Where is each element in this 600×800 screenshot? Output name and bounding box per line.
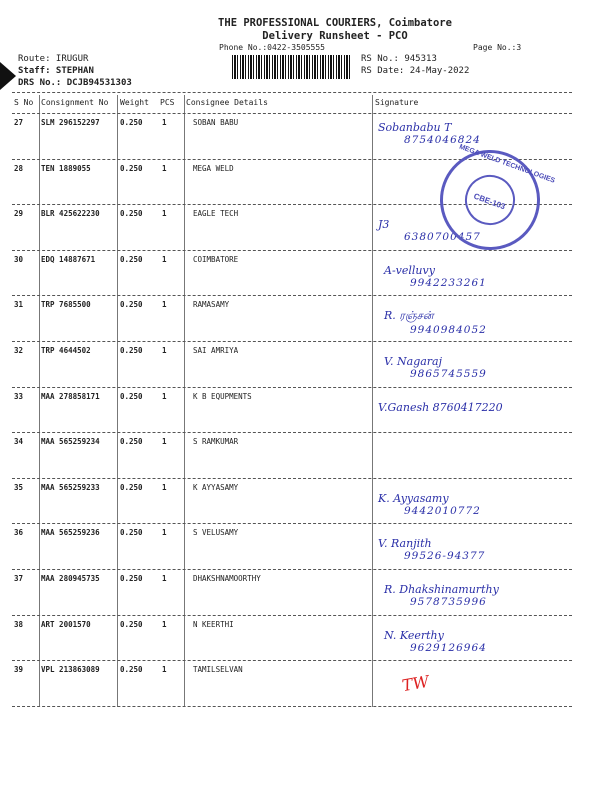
rs-number: RS No.: 945313 (361, 54, 437, 64)
rs-date: RS Date: 24-May-2022 (361, 66, 470, 76)
row-sno: 27 (14, 118, 24, 127)
scan-arrow-mark (0, 62, 16, 90)
row-pcs: 1 (162, 346, 167, 355)
row-weight: 0.250 (120, 665, 143, 675)
row-weight: 0.250 (120, 209, 143, 219)
row-pcs: 1 (162, 437, 167, 447)
row-consignee: SAI AMRIYA (193, 346, 239, 355)
row-consignment-no: TRP 4644502 (41, 346, 91, 355)
company-name: THE PROFESSIONAL COURIERS, Coimbatore (218, 17, 452, 29)
divider (12, 92, 572, 93)
row-signature (384, 629, 487, 654)
stamp-center-text: CBE-103 (458, 168, 522, 232)
row-consignment-no: MAA 565259236 (41, 528, 100, 538)
company-stamp (426, 136, 554, 264)
col-signature: Signature (375, 98, 419, 107)
row-consignment-no: TRP 7685500 (41, 300, 91, 310)
row-signature (384, 264, 487, 289)
row-sno: 33 (14, 391, 24, 401)
row-sno: 32 (14, 346, 24, 355)
row-pcs: 1 (162, 118, 167, 127)
row-consignment-no: MAA 565259234 (41, 437, 100, 447)
row-weight: 0.250 (120, 574, 143, 583)
row-divider (12, 113, 572, 114)
row-weight: 0.250 (120, 437, 143, 447)
row-signature (378, 537, 485, 562)
row-divider (12, 615, 572, 616)
row-weight: 0.250 (120, 300, 143, 310)
row-pcs: 1 (162, 574, 167, 583)
row-sno: 35 (14, 482, 24, 492)
row-pcs: 1 (162, 665, 167, 675)
row-consignment-no: MAA 280945735 (41, 574, 100, 583)
row-signature (384, 355, 487, 380)
row-pcs: 1 (162, 163, 167, 173)
row-divider (12, 523, 572, 524)
row-sno: 34 (14, 437, 24, 447)
row-pcs: 1 (162, 254, 167, 264)
row-weight: 0.250 (120, 619, 143, 629)
row-consignee: SOBAN BABU (193, 118, 239, 127)
signature-text: V. Ranjith (378, 537, 432, 551)
row-consignment-no: VPL 213863089 (41, 665, 100, 675)
signature-phone: 8754046824 (404, 134, 481, 146)
row-divider (12, 295, 572, 296)
phone-number: Phone No.:0422-3505555 (219, 43, 325, 52)
signature-text: V.Ganesh 8760417220 (378, 400, 503, 414)
row-consignment-no: MAA 565259233 (41, 482, 100, 492)
staff: Staff: STEPHAN (18, 66, 94, 76)
row-consignee: K B EQUPMENTS (193, 391, 252, 401)
signature-phone: 6380700457 (404, 231, 481, 244)
row-signature (378, 401, 503, 414)
signature-text: N. Keerthy (384, 628, 444, 642)
row-sno: 30 (14, 254, 24, 264)
row-sno: 31 (14, 300, 24, 310)
row-consignee: COIMBATORE (193, 254, 239, 264)
row-sno: 39 (14, 665, 24, 675)
row-pcs: 1 (162, 482, 167, 492)
stamp-ring-text: MEGA WELD TECHNOLOGIES (458, 143, 556, 185)
row-pcs: 1 (162, 528, 167, 538)
col-pcs: PCS (160, 98, 175, 107)
signature-text: J3 (378, 218, 390, 232)
row-weight: 0.250 (120, 482, 143, 492)
row-consignment-no: EDQ 14887671 (41, 254, 96, 264)
row-sno: 28 (14, 163, 24, 173)
col-weight: Weight (120, 98, 149, 107)
row-sno: 29 (14, 209, 24, 219)
barcode (232, 55, 350, 79)
row-consignee: EAGLE TECH (193, 209, 239, 219)
row-consignment-no: TEN 1889055 (41, 163, 91, 173)
row-divider (12, 478, 572, 479)
row-divider (12, 432, 572, 433)
row-consignee: MEGA WELD (193, 163, 234, 173)
signature-text: R. Dhakshinamurthy (384, 583, 499, 596)
signature-phone: 9578735996 (410, 596, 487, 608)
document-title: Delivery Runsheet - PCO (262, 30, 408, 42)
row-pcs: 1 (162, 209, 167, 219)
row-divider (12, 569, 572, 570)
row-pcs: 1 (162, 391, 167, 401)
signature-phone: 9865745559 (410, 368, 487, 380)
row-signature (401, 672, 431, 695)
row-pcs: 1 (162, 619, 167, 629)
row-consignment-no: ART 2001570 (41, 619, 91, 629)
route: Route: IRUGUR (18, 54, 89, 64)
signature-phone: 9442010772 (404, 504, 481, 517)
signature-phone: 9942233261 (410, 276, 487, 289)
row-pcs: 1 (162, 300, 167, 310)
drs-number: DRS No.: DCJB94531303 (18, 78, 132, 88)
page-number: Page No.:3 (473, 43, 522, 52)
signature-text: K. Ayyasamy (378, 491, 449, 505)
col-consignment: Consignment No (41, 98, 109, 107)
row-signature (378, 121, 481, 146)
signature-phone: 99526-94377 (404, 550, 486, 563)
row-consignee: DHAKSHNAMOORTHY (193, 574, 261, 583)
row-signature (384, 583, 499, 608)
row-sno: 36 (14, 528, 24, 538)
row-sno: 37 (14, 574, 24, 583)
row-consignee: TAMILSELVAN (193, 665, 243, 675)
row-divider (12, 660, 572, 661)
row-consignment-no: BLR 425622230 (41, 209, 100, 219)
signature-text: A-velluvy (384, 263, 435, 277)
row-weight: 0.250 (120, 528, 143, 538)
signature-text: V. Nagaraj (384, 355, 443, 368)
row-signature (378, 492, 481, 517)
row-weight: 0.250 (120, 163, 143, 173)
row-divider (12, 387, 572, 388)
row-consignment-no: MAA 278858171 (41, 391, 100, 401)
row-consignee: RAMASAMY (193, 300, 230, 310)
row-weight: 0.250 (120, 254, 143, 264)
col-sno: S No (14, 98, 34, 107)
col-consignee: Consignee Details (186, 98, 268, 107)
signature-phone: 9629126964 (410, 641, 487, 654)
row-consignee: K AYYASAMY (193, 482, 239, 492)
row-consignee: S RAMKUMAR (193, 437, 239, 447)
row-weight: 0.250 (120, 118, 143, 127)
row-consignment-no: SLM 296152297 (41, 118, 100, 127)
signature-phone: 9940984052 (410, 324, 487, 337)
signature-text: TW (400, 671, 431, 696)
signature-text: Sobanbabu T (378, 121, 452, 134)
row-signature (384, 309, 487, 336)
row-sno: 38 (14, 619, 24, 629)
row-consignee: N KEERTHI (193, 619, 234, 629)
row-consignee: S VELUSAMY (193, 528, 239, 538)
divider (12, 706, 572, 707)
signature-text: R. ரஞ்சன் (384, 309, 434, 323)
row-divider (12, 341, 572, 342)
row-weight: 0.250 (120, 346, 143, 355)
row-weight: 0.250 (120, 391, 143, 401)
